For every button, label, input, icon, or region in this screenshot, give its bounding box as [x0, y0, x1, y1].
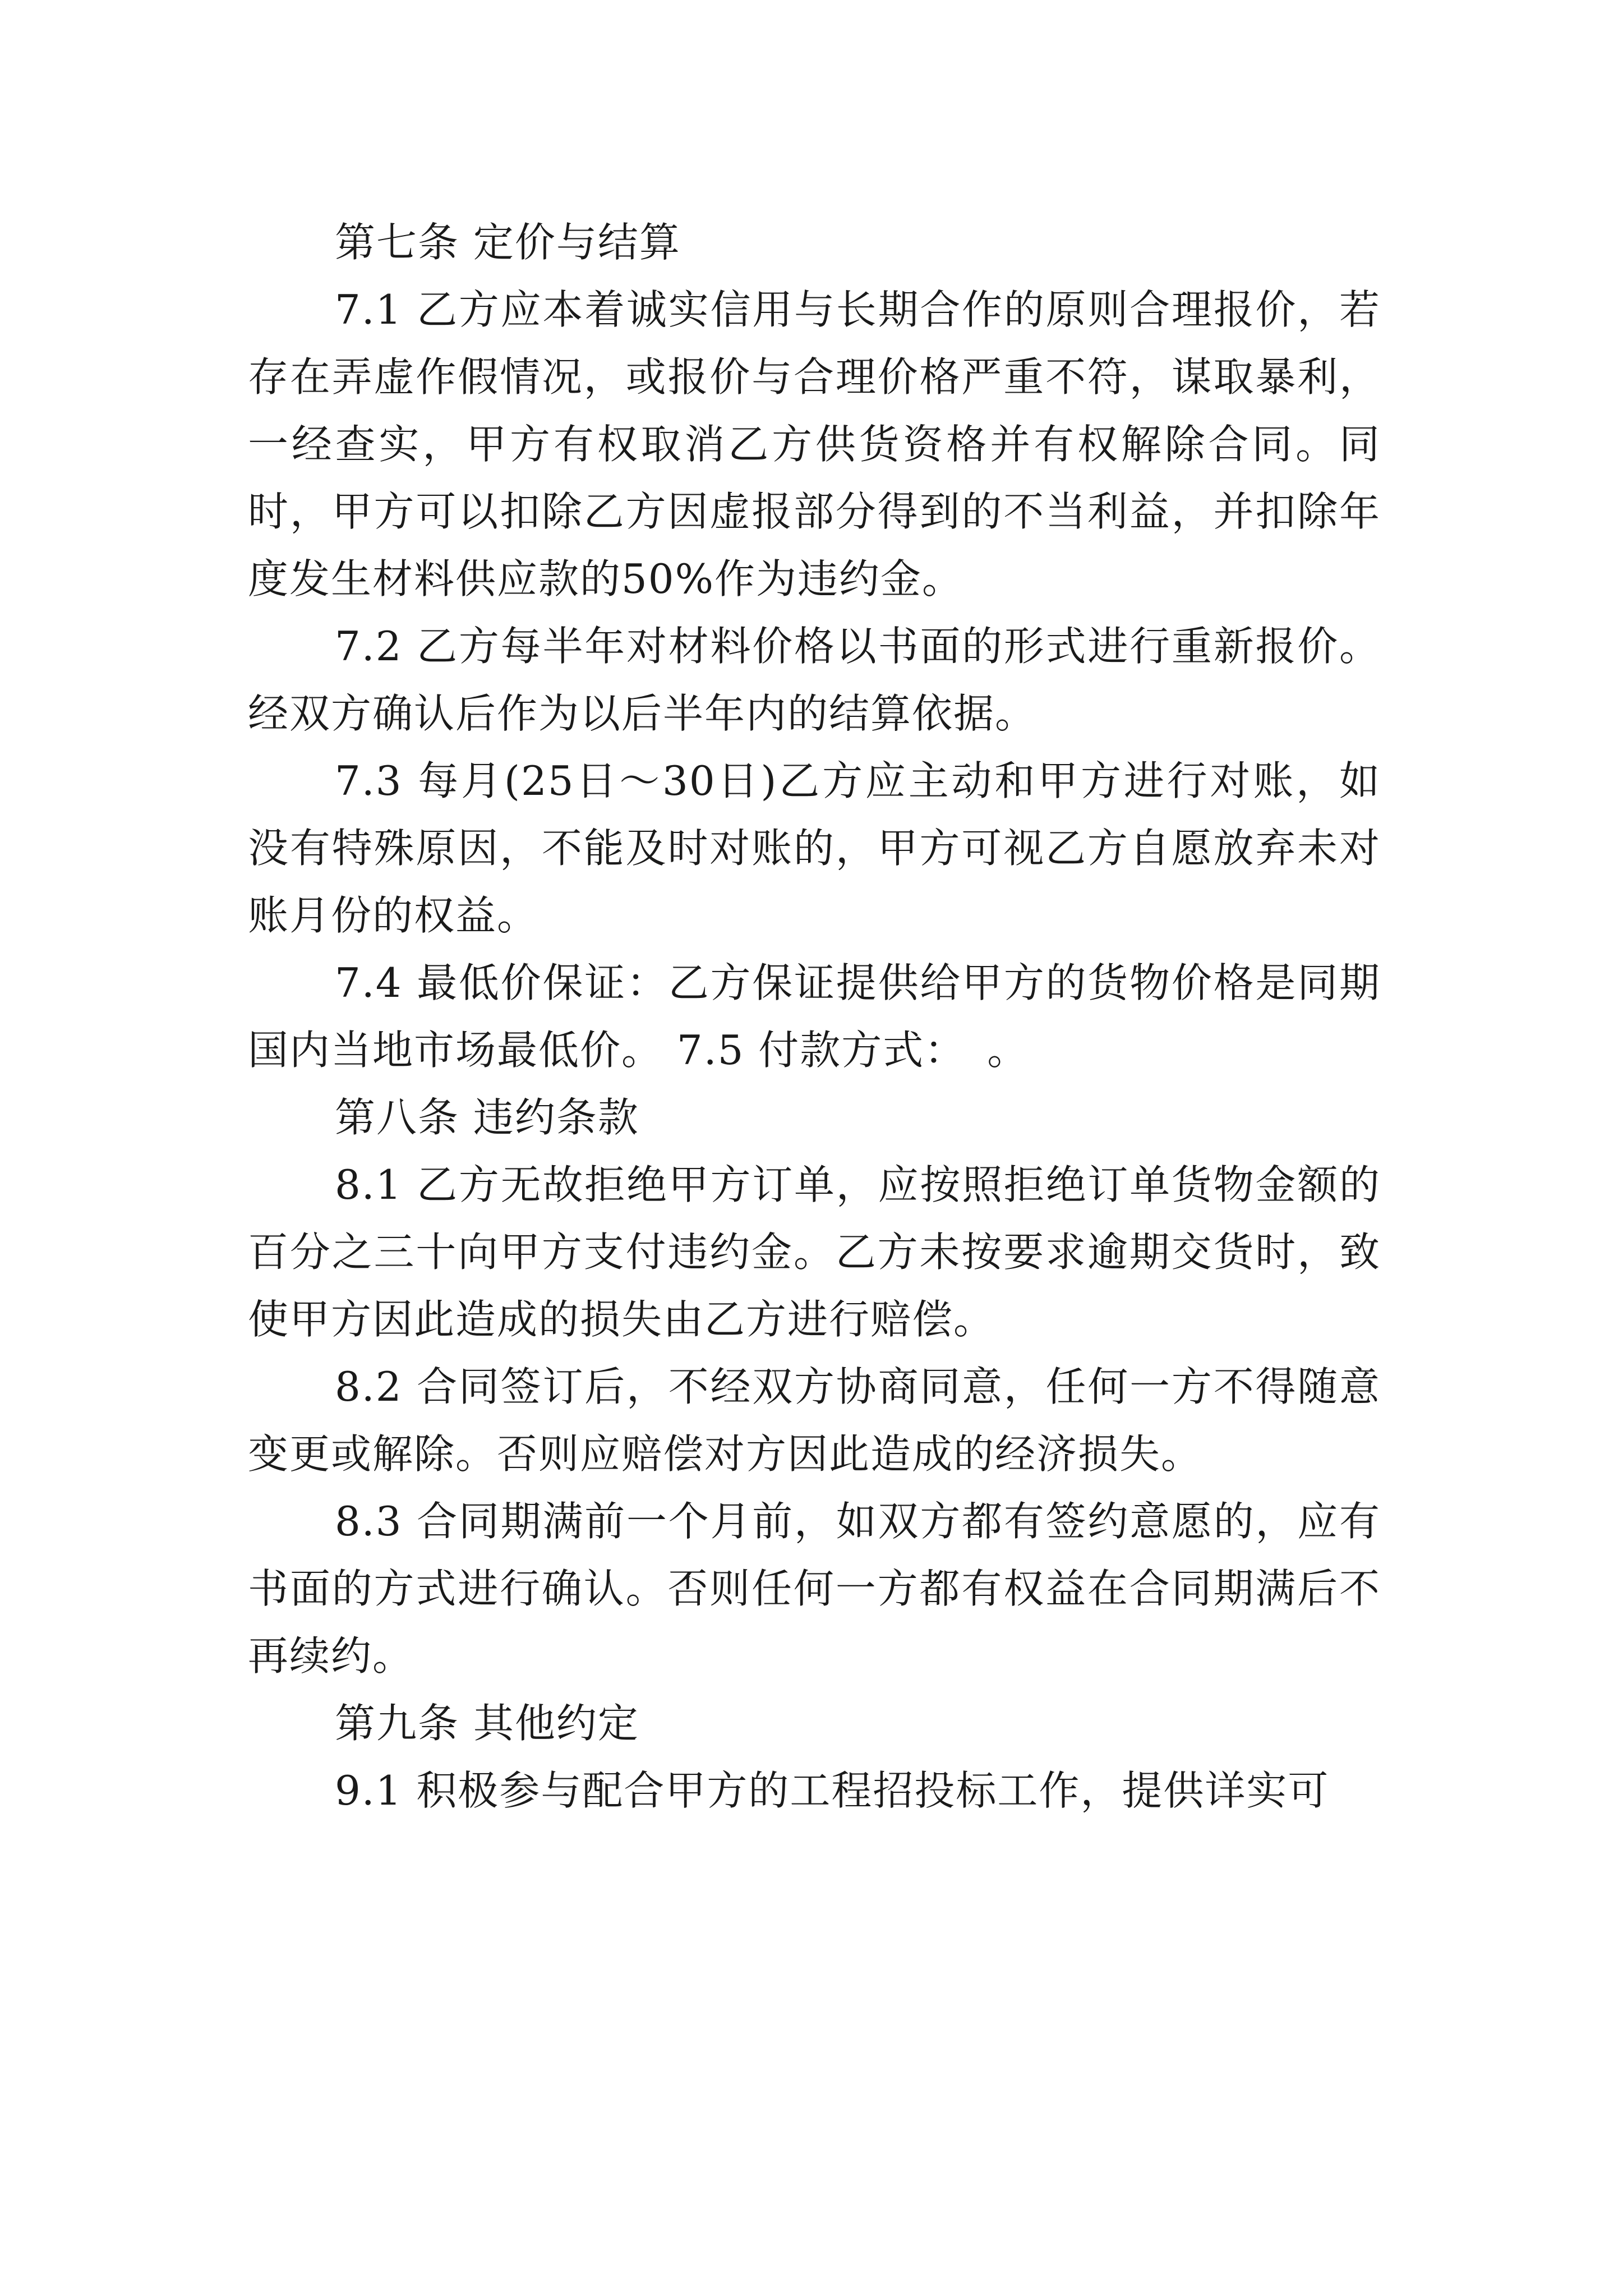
clause-7-2: 7.2 乙方每半年对材料价格以书面的形式进行重新报价。经双方确认后作为以后半年内的结算依据。	[248, 623, 1381, 737]
clause-7-3: 7.3 每月(25日～30日)乙方应主动和甲方进行对账，如没有特殊原因，不能及时对账的，甲方可视乙方自愿放弃未对账月份的权益。	[248, 757, 1381, 939]
clause-8-2: 8.2 合同签订后，不经双方协商同意，任何一方不得随意变更或解除。否则应赔偿对方因此造成的经济损失。	[248, 1363, 1381, 1478]
clause-7-1: 7.1 乙方应本着诚实信用与长期合作的原则合理报价，若存在弄虚作假情况，或报价与合理价格严重不符，谋取暴利，一经查实，甲方有权取消乙方供货资格并有权解除合同。同时，甲方可以扣除乙方因虚报部分得到的不当利益，并扣除年度发生材料供应款的50%作为违约金。	[248, 286, 1381, 602]
document-body	[248, 209, 1381, 1824]
section-heading-7: 第七条 定价与结算	[335, 219, 681, 266]
section-heading-8: 第八条 违约条款	[335, 1094, 639, 1141]
clause-7-4-7-5: 7.4 最低价保证：乙方保证提供给甲方的货物价格是同期国内当地市场最低价。 7.5 付款方式： 。	[248, 959, 1381, 1074]
clause-9-1: 9.1 积极参与配合甲方的工程招投标工作，提供详实可	[335, 1767, 1330, 1814]
section-heading-9: 第九条 其他约定	[335, 1700, 639, 1747]
clause-8-3: 8.3 合同期满前一个月前，如双方都有签约意愿的，应有书面的方式进行确认。否则任何一方都有权益在合同期满后不再续约。	[248, 1498, 1381, 1680]
clause-8-1: 8.1 乙方无故拒绝甲方订单，应按照拒绝订单货物金额的百分之三十向甲方支付违约金。乙方未按要求逾期交货时，致使甲方因此造成的损失由乙方进行赔偿。	[248, 1161, 1381, 1343]
